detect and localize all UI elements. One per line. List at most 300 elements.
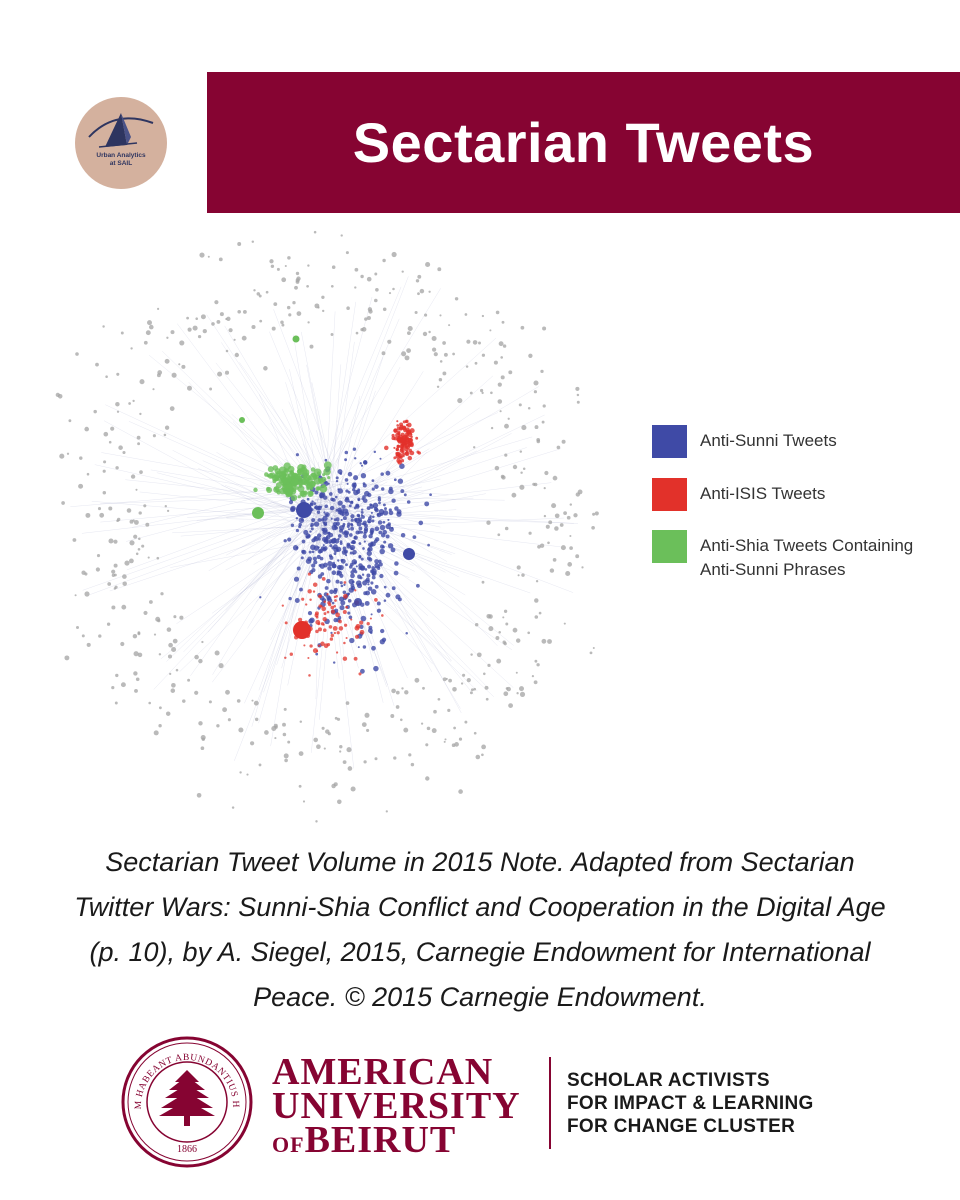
anti-sunni-node: [302, 540, 306, 544]
gray-node: [374, 273, 377, 276]
gray-node: [264, 730, 269, 735]
gray-node: [560, 523, 564, 527]
gray-node: [103, 460, 106, 463]
gray-node: [551, 503, 556, 508]
anti-sunni-node: [316, 508, 318, 510]
anti-sunni-node: [361, 465, 363, 467]
gray-node: [577, 394, 579, 396]
anti-sunni-node: [358, 499, 360, 501]
gray-node: [363, 760, 366, 763]
anti-sunni-node: [344, 530, 347, 533]
anti-shia-node: [253, 488, 257, 492]
gray-node: [393, 756, 396, 759]
gray-node: [127, 508, 132, 513]
anti-isis-node: [328, 603, 331, 606]
gray-node: [283, 733, 287, 737]
anti-sunni-node: [400, 489, 404, 493]
gray-node: [225, 371, 229, 375]
gray-node: [362, 722, 367, 727]
anti-sunni-node: [298, 523, 301, 526]
gray-node: [252, 240, 254, 242]
gray-node: [339, 745, 342, 748]
anti-shia-node: [291, 495, 297, 501]
gray-node: [503, 691, 508, 696]
gray-node: [421, 722, 423, 724]
gray-node: [216, 320, 220, 324]
anti-isis-node: [355, 635, 359, 639]
gray-node: [85, 513, 90, 518]
anti-sunni-node: [315, 653, 318, 656]
gray-node: [416, 279, 419, 282]
gray-node: [401, 687, 403, 689]
gray-node: [563, 511, 567, 515]
gray-node: [400, 719, 403, 722]
anti-sunni-node: [378, 498, 381, 501]
anti-sunni-node: [360, 566, 365, 571]
anti-shia-hub: [293, 336, 300, 343]
anti-sunni-node: [344, 534, 348, 538]
gray-node: [121, 332, 124, 335]
anti-sunni-node: [354, 518, 357, 521]
gray-node: [314, 231, 317, 234]
anti-sunni-node: [368, 543, 372, 547]
anti-shia-node: [290, 470, 294, 474]
gray-node: [425, 262, 430, 267]
anti-isis-node: [406, 424, 409, 427]
anti-sunni-node: [371, 566, 375, 570]
gray-node: [255, 718, 258, 721]
anti-sunni-node: [296, 529, 299, 532]
sail-logo-icon: [75, 97, 167, 189]
gray-node: [133, 535, 137, 539]
anti-sunni-node: [350, 573, 355, 578]
anti-sunni-node: [356, 565, 358, 567]
gray-node: [139, 413, 141, 415]
anti-sunni-node: [381, 487, 384, 490]
gray-node: [486, 521, 490, 525]
anti-sunni-node: [323, 511, 325, 513]
anti-isis-node: [360, 630, 365, 635]
anti-sunni-node: [317, 518, 321, 522]
anti-isis-node: [405, 451, 410, 456]
anti-sunni-node: [363, 645, 366, 648]
gray-node: [500, 356, 503, 359]
gray-node: [108, 506, 112, 510]
gray-node: [540, 370, 543, 373]
gray-node: [165, 426, 169, 430]
gray-node: [61, 501, 65, 505]
gray-node: [271, 726, 276, 731]
network-edge: [312, 288, 441, 500]
aub-seal-icon: [121, 1036, 253, 1168]
gray-node: [439, 314, 441, 316]
gray-node: [215, 650, 220, 655]
anti-sunni-node: [345, 497, 349, 501]
gray-node: [396, 691, 400, 695]
gray-node: [139, 470, 143, 474]
anti-isis-node: [374, 598, 378, 602]
gray-node: [575, 387, 579, 391]
gray-node: [346, 251, 349, 254]
aub-of: OF: [272, 1132, 305, 1157]
gray-node: [577, 401, 580, 404]
anti-sunni-node: [371, 519, 374, 522]
gray-node: [172, 373, 177, 378]
anti-sunni-node: [349, 638, 354, 643]
caption-line3: (p. 10), by A. Siegel, 2015, Carnegie Endowment for International: [89, 937, 871, 967]
network-graph-svg: [28, 222, 628, 832]
anti-sunni-node: [413, 535, 417, 539]
anti-sunni-node: [311, 527, 314, 530]
gray-node: [511, 493, 516, 498]
gray-node: [417, 292, 420, 295]
gray-node: [315, 820, 317, 822]
gray-node: [186, 317, 189, 320]
anti-sunni-node: [383, 541, 386, 544]
anti-sunni-node: [388, 543, 393, 548]
gray-node: [154, 634, 156, 636]
gray-node: [97, 554, 100, 557]
gray-node: [287, 741, 290, 744]
anti-sunni-node: [312, 550, 315, 553]
gray-node: [513, 628, 518, 633]
network-edge: [92, 501, 320, 520]
gray-node: [425, 776, 429, 780]
gray-node: [203, 329, 207, 333]
anti-sunni-node: [350, 514, 354, 518]
gray-node: [199, 253, 204, 258]
anti-isis-node: [344, 624, 347, 627]
gray-node: [75, 352, 79, 356]
gray-node: [534, 680, 538, 684]
gray-node: [554, 526, 559, 531]
gray-node: [324, 748, 326, 750]
anti-sunni-node: [383, 503, 386, 506]
anti-sunni-node: [419, 521, 424, 526]
gray-node: [158, 724, 161, 727]
anti-shia-node: [288, 477, 291, 480]
anti-sunni-node: [427, 544, 430, 547]
gray-node: [491, 427, 493, 429]
gray-node: [110, 427, 114, 431]
gray-node: [294, 286, 298, 290]
gray-node: [120, 642, 124, 646]
gray-node: [159, 706, 162, 709]
gray-node: [428, 291, 430, 293]
anti-sunni-node: [346, 544, 351, 549]
anti-isis-node: [343, 656, 347, 660]
anti-isis-node: [402, 435, 407, 440]
gray-node: [235, 353, 239, 357]
gray-node: [229, 328, 233, 332]
aub-wordmark: [272, 1051, 521, 1162]
gray-node: [482, 354, 485, 357]
gray-node: [303, 800, 305, 802]
gray-node: [173, 639, 178, 644]
gray-node: [519, 686, 524, 691]
gray-node: [532, 675, 534, 677]
anti-sunni-node: [387, 519, 389, 521]
anti-sunni-node: [333, 661, 335, 663]
gray-node: [346, 306, 350, 310]
gray-node: [462, 674, 465, 677]
network-edge: [180, 534, 323, 671]
gray-node: [250, 741, 254, 745]
anti-sunni-node: [330, 506, 334, 510]
anti-sunni-node: [356, 490, 360, 494]
network-edge: [259, 499, 322, 723]
page-title: Sectarian Tweets: [352, 111, 815, 174]
gray-node: [442, 371, 446, 375]
anti-isis-node: [403, 420, 406, 423]
anti-sunni-node: [359, 556, 362, 559]
anti-sunni-node: [384, 507, 387, 510]
anti-sunni-node: [371, 646, 376, 651]
gray-node: [159, 653, 161, 655]
gray-node: [432, 347, 436, 351]
anti-sunni-node: [363, 461, 367, 465]
aub-line-university: UNIVERSITY: [272, 1085, 521, 1127]
anti-sunni-node: [385, 471, 390, 476]
anti-isis-node: [396, 424, 399, 427]
gray-node: [374, 299, 378, 303]
anti-sunni-node: [363, 483, 367, 487]
gray-node: [356, 332, 359, 335]
anti-sunni-node: [322, 516, 327, 521]
anti-sunni-node: [377, 609, 381, 613]
gray-node: [296, 272, 299, 275]
gray-node: [360, 275, 363, 278]
anti-sunni-node: [386, 593, 391, 598]
anti-shia-node: [314, 468, 322, 476]
gray-node: [447, 709, 450, 712]
anti-sunni-node: [284, 539, 287, 542]
gray-node: [367, 316, 371, 320]
gray-node: [281, 324, 284, 327]
anti-isis-node: [358, 672, 361, 675]
gray-node: [590, 652, 593, 655]
anti-isis-hub: [293, 621, 311, 639]
anti-sunni-node: [325, 459, 328, 462]
gray-node: [382, 351, 386, 355]
anti-sunni-node: [375, 585, 379, 589]
gray-node: [473, 340, 478, 345]
anti-isis-node: [285, 621, 288, 624]
gray-node: [157, 373, 161, 377]
anti-isis-node: [321, 606, 326, 611]
anti-shia-node: [283, 462, 290, 469]
anti-sunni-node: [336, 509, 339, 512]
anti-sunni-node: [320, 572, 324, 576]
gray-node: [432, 728, 437, 733]
anti-isis-node: [399, 422, 403, 426]
gray-node: [470, 392, 473, 395]
anti-isis-node: [320, 642, 325, 647]
gray-node: [528, 407, 531, 410]
gray-node: [271, 265, 274, 268]
gray-node: [121, 682, 126, 687]
gray-node: [471, 688, 474, 691]
gray-node: [495, 466, 499, 470]
gray-node: [269, 259, 273, 263]
anti-sunni-node: [327, 598, 329, 600]
gray-node: [592, 513, 595, 516]
anti-sunni-node: [347, 612, 350, 615]
anti-sunni-node: [314, 521, 319, 526]
anti-sunni-node: [391, 499, 395, 503]
anti-isis-node: [396, 420, 398, 422]
anti-sunni-node: [372, 479, 375, 482]
cedar-tree-icon: [159, 1070, 215, 1126]
anti-sunni-node: [324, 523, 327, 526]
anti-sunni-node: [332, 498, 336, 502]
gray-node: [498, 382, 502, 386]
gray-node: [534, 390, 537, 393]
gray-node: [455, 297, 458, 300]
gray-node: [506, 687, 509, 690]
anti-sunni-node: [371, 613, 373, 615]
gray-node: [457, 398, 462, 403]
anti-isis-node: [329, 625, 333, 629]
gray-node: [475, 623, 478, 626]
anti-isis-node: [336, 651, 338, 653]
gray-node: [516, 638, 520, 642]
gray-node: [470, 653, 472, 655]
caption-line1: Sectarian Tweet Volume in 2015 Note. Adapted from Sectarian: [105, 847, 855, 877]
gray-node: [573, 513, 577, 517]
anti-isis-node: [370, 617, 372, 619]
gray-node: [438, 698, 441, 701]
anti-sunni-node: [367, 493, 371, 497]
gray-node: [521, 326, 525, 330]
gray-node: [331, 333, 334, 336]
gray-node: [226, 317, 230, 321]
gray-node: [148, 702, 151, 705]
anti-sunni-node: [394, 561, 399, 566]
anti-isis-node: [318, 604, 321, 607]
gray-node: [337, 800, 342, 805]
anti-sunni-node: [334, 552, 337, 555]
gray-node: [593, 647, 595, 649]
anti-isis-node: [316, 616, 319, 619]
anti-sunni-node: [397, 509, 402, 514]
anti-sunni-node: [366, 574, 370, 578]
gray-node: [253, 289, 255, 291]
anti-isis-node: [339, 626, 344, 631]
anti-sunni-node: [329, 533, 333, 537]
gray-node: [237, 242, 241, 246]
anti-sunni-node: [290, 507, 295, 512]
gray-node: [505, 527, 509, 531]
gray-node: [504, 424, 509, 429]
caption-line4: Peace. © 2015 Carnegie Endowment.: [253, 982, 707, 1012]
gray-node: [411, 763, 414, 766]
gray-node: [134, 651, 139, 656]
gray-node: [137, 436, 141, 440]
network-edge: [190, 497, 317, 676]
gray-node: [501, 475, 505, 479]
gray-node: [156, 557, 159, 560]
anti-shia-node: [291, 478, 299, 486]
anti-sunni-node: [341, 505, 345, 509]
anti-sunni-node: [379, 458, 381, 460]
anti-isis-node: [403, 428, 407, 432]
anti-isis-node: [393, 447, 395, 449]
anti-isis-node: [384, 446, 389, 451]
gray-node: [521, 425, 526, 430]
anti-sunni-node: [362, 547, 365, 550]
gray-node: [171, 688, 176, 693]
gray-node: [280, 321, 284, 325]
anti-shia-node: [266, 487, 270, 491]
anti-isis-node: [333, 605, 336, 608]
gray-node: [307, 321, 309, 323]
gray-node: [115, 702, 118, 705]
seal-motto: M HABEANT ABUNDANTIUS H: [133, 1052, 241, 1110]
gray-node: [228, 718, 231, 721]
anti-sunni-node: [310, 525, 313, 528]
gray-node: [96, 567, 100, 571]
gray-node: [386, 810, 388, 812]
anti-sunni-node: [354, 457, 356, 459]
anti-sunni-node: [337, 549, 339, 551]
anti-sunni-node: [357, 514, 360, 517]
anti-sunni-node: [368, 521, 370, 523]
anti-sunni-node: [289, 500, 293, 504]
anti-sunni-node: [332, 570, 337, 575]
anti-isis-node: [284, 657, 286, 659]
gray-node: [331, 285, 334, 288]
logo-text-line1: Urban Analytics: [96, 152, 146, 159]
gray-node: [274, 737, 276, 739]
gray-node: [166, 711, 170, 715]
gray-node: [536, 580, 538, 582]
anti-sunni-node: [327, 561, 332, 566]
gray-node: [107, 582, 111, 586]
anti-sunni-node: [287, 538, 291, 542]
anti-isis-node: [356, 624, 361, 629]
anti-isis-node: [397, 445, 400, 448]
gray-node: [495, 636, 499, 640]
gray-node: [408, 326, 413, 331]
gray-node: [217, 372, 222, 377]
gray-node: [339, 750, 341, 752]
anti-sunni-node: [334, 588, 338, 592]
anti-sunni-node: [336, 517, 340, 521]
gray-node: [478, 342, 481, 345]
anti-isis-node: [307, 589, 311, 593]
anti-sunni-node: [416, 584, 420, 588]
gray-node: [208, 256, 210, 258]
gray-node: [448, 679, 452, 683]
anti-isis-node: [408, 456, 412, 460]
anti-isis-node: [313, 590, 315, 592]
gray-node: [115, 402, 119, 406]
gray-node: [195, 317, 198, 320]
anti-sunni-node: [347, 525, 350, 528]
gray-node: [138, 548, 141, 551]
anti-sunni-node: [388, 489, 393, 494]
gray-node: [519, 403, 522, 406]
anti-sunni-node: [311, 563, 315, 567]
anti-isis-node: [402, 453, 405, 456]
gray-node: [536, 440, 540, 444]
anti-sunni-node: [375, 566, 377, 568]
gray-node: [470, 691, 473, 694]
anti-isis-node: [313, 648, 318, 653]
anti-sunni-node: [306, 536, 309, 539]
gray-node: [537, 545, 541, 549]
